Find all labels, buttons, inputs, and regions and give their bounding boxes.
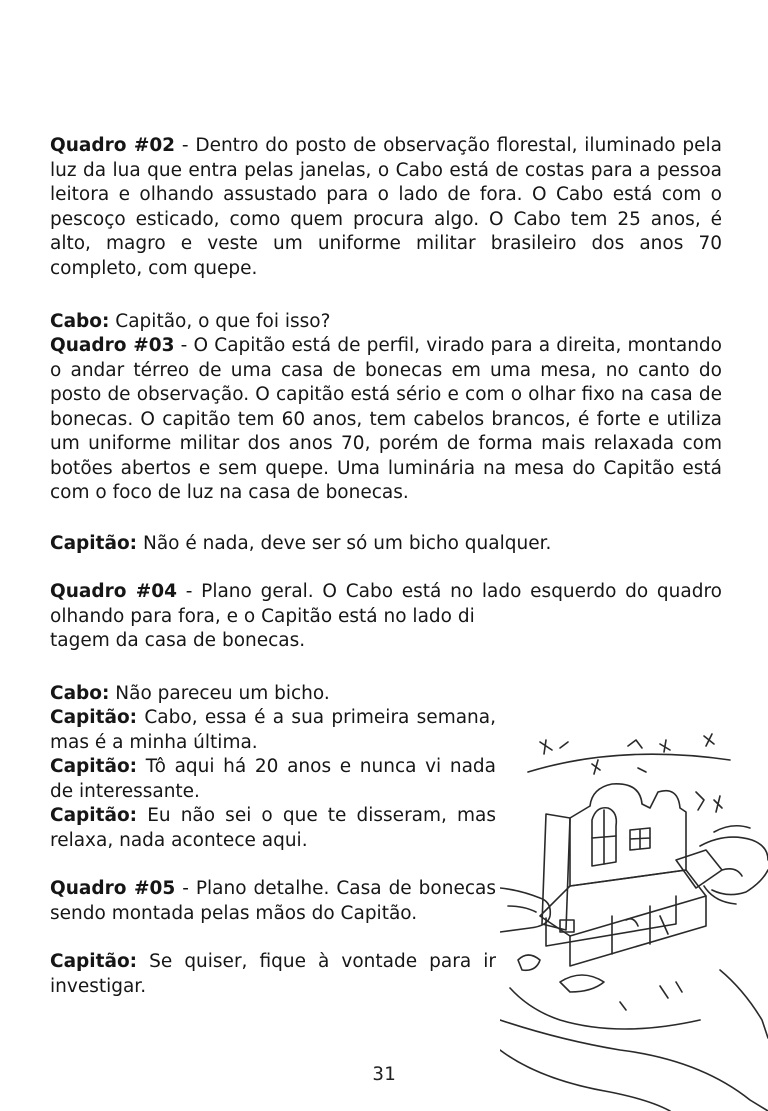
sketch-object-center	[560, 975, 604, 992]
panel-02-text: - Dentro do posto de observação florestal, iluminado pela luz da lua que entra pelas janelas, o Cabo está de costas para a pessoa leitora e olhando assustado para o lado de fora. O Cabo está com o pescoço esticado, como quem procura algo. O Cabo tem 25 anos, é alto, magro e veste um uniforme militar brasileiro dos anos 70 completo, com quepe.	[50, 135, 722, 279]
dialogue-capitao-1	[50, 532, 722, 557]
sketch-object-left	[518, 955, 540, 970]
dialogue-capitao-5	[50, 950, 496, 999]
panel-05-label: Quadro #05	[50, 878, 176, 899]
dialogue-text: Não pareceu um bicho.	[109, 683, 330, 704]
dialogue-cabo-1	[50, 310, 722, 335]
speaker-label: Cabo:	[50, 683, 110, 704]
dialogue-capitao-2	[50, 706, 496, 755]
panel-04-line-2: olhando para fora, e o Capitão está no lado di	[50, 605, 475, 627]
sketch-side-wall	[542, 814, 570, 930]
panel-04-line-1	[50, 580, 722, 605]
sketch-right-hand	[676, 826, 768, 904]
dialogue-text: Cabo, essa é a sua primeira semana, mas é a minha última.	[50, 707, 496, 753]
panel-04-label: Quadro #04	[50, 581, 178, 602]
speaker-label: Cabo:	[50, 311, 110, 332]
speaker-label: Capitão:	[50, 951, 138, 972]
sketch-table-edge	[510, 988, 700, 1029]
sketch-dollhouse	[540, 784, 706, 966]
panel-05-text: - Plano detalhe. Casa de bonecas sendo montada pelas mãos do Capitão.	[50, 878, 496, 924]
dialogue-text: Eu não sei o que te disseram, mas relaxa, nada acontece aqui.	[50, 805, 496, 851]
panel-02-description	[50, 134, 722, 281]
panel-04-line-3: tagem da casa de bonecas.	[50, 630, 306, 651]
dialogue-text: Capitão, o que foi isso?	[109, 311, 331, 332]
dollhouse-sketch-illustration	[500, 720, 768, 1111]
dialogue-text: Se quiser, fique à vontade para ir investigar.	[50, 951, 496, 997]
panel-03-description	[50, 334, 722, 506]
dialogue-cabo-2	[50, 682, 496, 707]
speaker-label: Capitão:	[50, 756, 138, 777]
speaker-label: Capitão:	[50, 707, 138, 728]
panel-05-description	[50, 877, 496, 926]
dialogue-text: Não é nada, deve ser só um bicho qualquer.	[137, 533, 552, 554]
panel-03-label: Quadro #03	[50, 335, 175, 356]
panel-03-text: - O Capitão está de perfil, virado para a direita, montando o andar térreo de uma casa de bonecas em uma mesa, no canto do posto de observação. O capitão está sério e com o olhar fixo na casa de bonecas. O capitão tem 60 anos, tem cabelos brancos, é forte e utiliza um uniforme militar dos anos 70, porém de forma mais relaxada com botões abertos e sem quepe. Uma luminária na mesa do Capitão está com o foco de luz na casa de bonecas.	[50, 335, 722, 503]
dialogue-capitao-4	[50, 804, 496, 853]
speaker-label: Capitão:	[50, 533, 138, 554]
panel-04-description	[50, 580, 722, 654]
dialogue-text: Tô aqui há 20 anos e nunca vi nada de interessante.	[50, 756, 496, 802]
dialogue-capitao-3	[50, 755, 496, 804]
sketch-marks	[528, 734, 730, 812]
panel-04-text-1: - Plano geral. O Cabo está no lado esquerdo do quadro	[177, 581, 722, 602]
page-number: 31	[372, 1063, 396, 1085]
speaker-label: Capitão:	[50, 805, 138, 826]
panel-02-label: Quadro #02	[50, 135, 176, 156]
